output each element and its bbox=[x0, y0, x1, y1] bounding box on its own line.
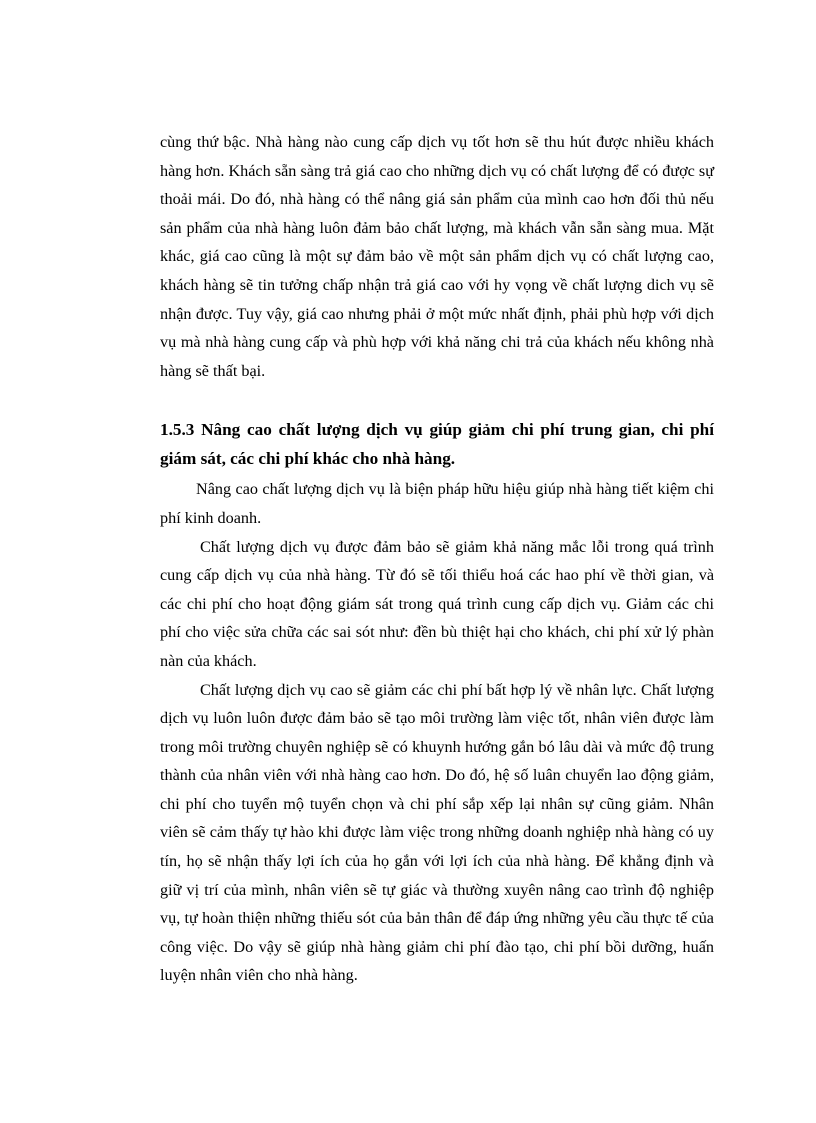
paragraph-1: cùng thứ bậc. Nhà hàng nào cung cấp dịch vụ tốt hơn sẽ thu hút được nhiều khách hàng hơn. Khách sẵn sàng trả giá cao cho những dịch vụ có chất lượng để có được sự thoải mái. Do đó, nhà hàng có thể nâng giá sản phẩm của mình cao hơn đối thủ nếu sản phẩm của nhà hàng luôn đảm bảo chất lượng, mà khách vẫn sẵn sàng mua. Mặt khác, giá cao cũng là một sự đảm bảo về một sản phẩm dịch vụ có chất lượng cao, khách hàng sẽ tin tưởng chấp nhận trả giá cao với hy vọng về chất lượng dich vụ sẽ nhận được. Tuy vậy, giá cao nhưng phải ở một mức nhất định, phải phù hợp với dịch vụ mà nhà hàng cung cấp và phù hợp với khả năng chi trả của khách nếu không nhà hàng sẽ thất bại. bbox=[160, 133, 714, 380]
document-body bbox=[160, 128, 714, 990]
paragraph-3: Chất lượng dịch vụ được đảm bảo sẽ giảm khả năng mắc lỗi trong quá trình cung cấp dịch vụ của nhà hàng. Từ đó sẽ tối thiểu hoá các hao phí về thời gian, và các chi phí cho hoạt động giám sát trong quá trình cung cấp dịch vụ. Giảm các chi phí cho việc sửa chữa các sai sót như: đền bù thiệt hại cho khách, chi phí xử lý phàn nàn của khách. bbox=[160, 537, 714, 670]
section-heading: 1.5.3 Nâng cao chất lượng dịch vụ giúp giảm chi phí trung gian, chi phí giám sát, các chi phí khác cho nhà hàng. bbox=[160, 420, 714, 469]
paragraph-4: Chất lượng dịch vụ cao sẽ giảm các chi phí bất hợp lý về nhân lực. Chất lượng dịch vụ luôn luôn được đảm bảo sẽ tạo môi trường làm việc tốt, nhân viên được làm trong môi trường chuyên nghiệp sẽ có khuynh hướng gắn bó lâu dài và mức độ trung thành của nhân viên với nhà hàng cao hơn. Do đó, hệ số luân chuyển lao động giảm, chi phí cho tuyển mộ tuyển chọn và chi phí sắp xếp lại nhân sự cũng giảm. Nhân viên sẽ cảm thấy tự hào khi được làm việc trong những doanh nghiệp nhà hàng có uy tín, họ sẽ nhận thấy lợi ích của họ gắn với lợi ích của nhà hàng. Để khẳng định và giữ vị trí của mình, nhân viên sẽ tự giác và thường xuyên nâng cao trình độ nghiệp vụ, tự hoàn thiện những thiếu sót của bản thân để đáp ứng những yêu cầu thực tế của công việc. Do vậy sẽ giúp nhà hàng giảm chi phí đào tạo, chi phí bồi dưỡng, huấn luyện nhân viên cho nhà hàng. bbox=[160, 680, 714, 985]
paragraph-2: Nâng cao chất lượng dịch vụ là biện pháp hữu hiệu giúp nhà hàng tiết kiệm chi phí kinh doanh. bbox=[160, 480, 714, 527]
